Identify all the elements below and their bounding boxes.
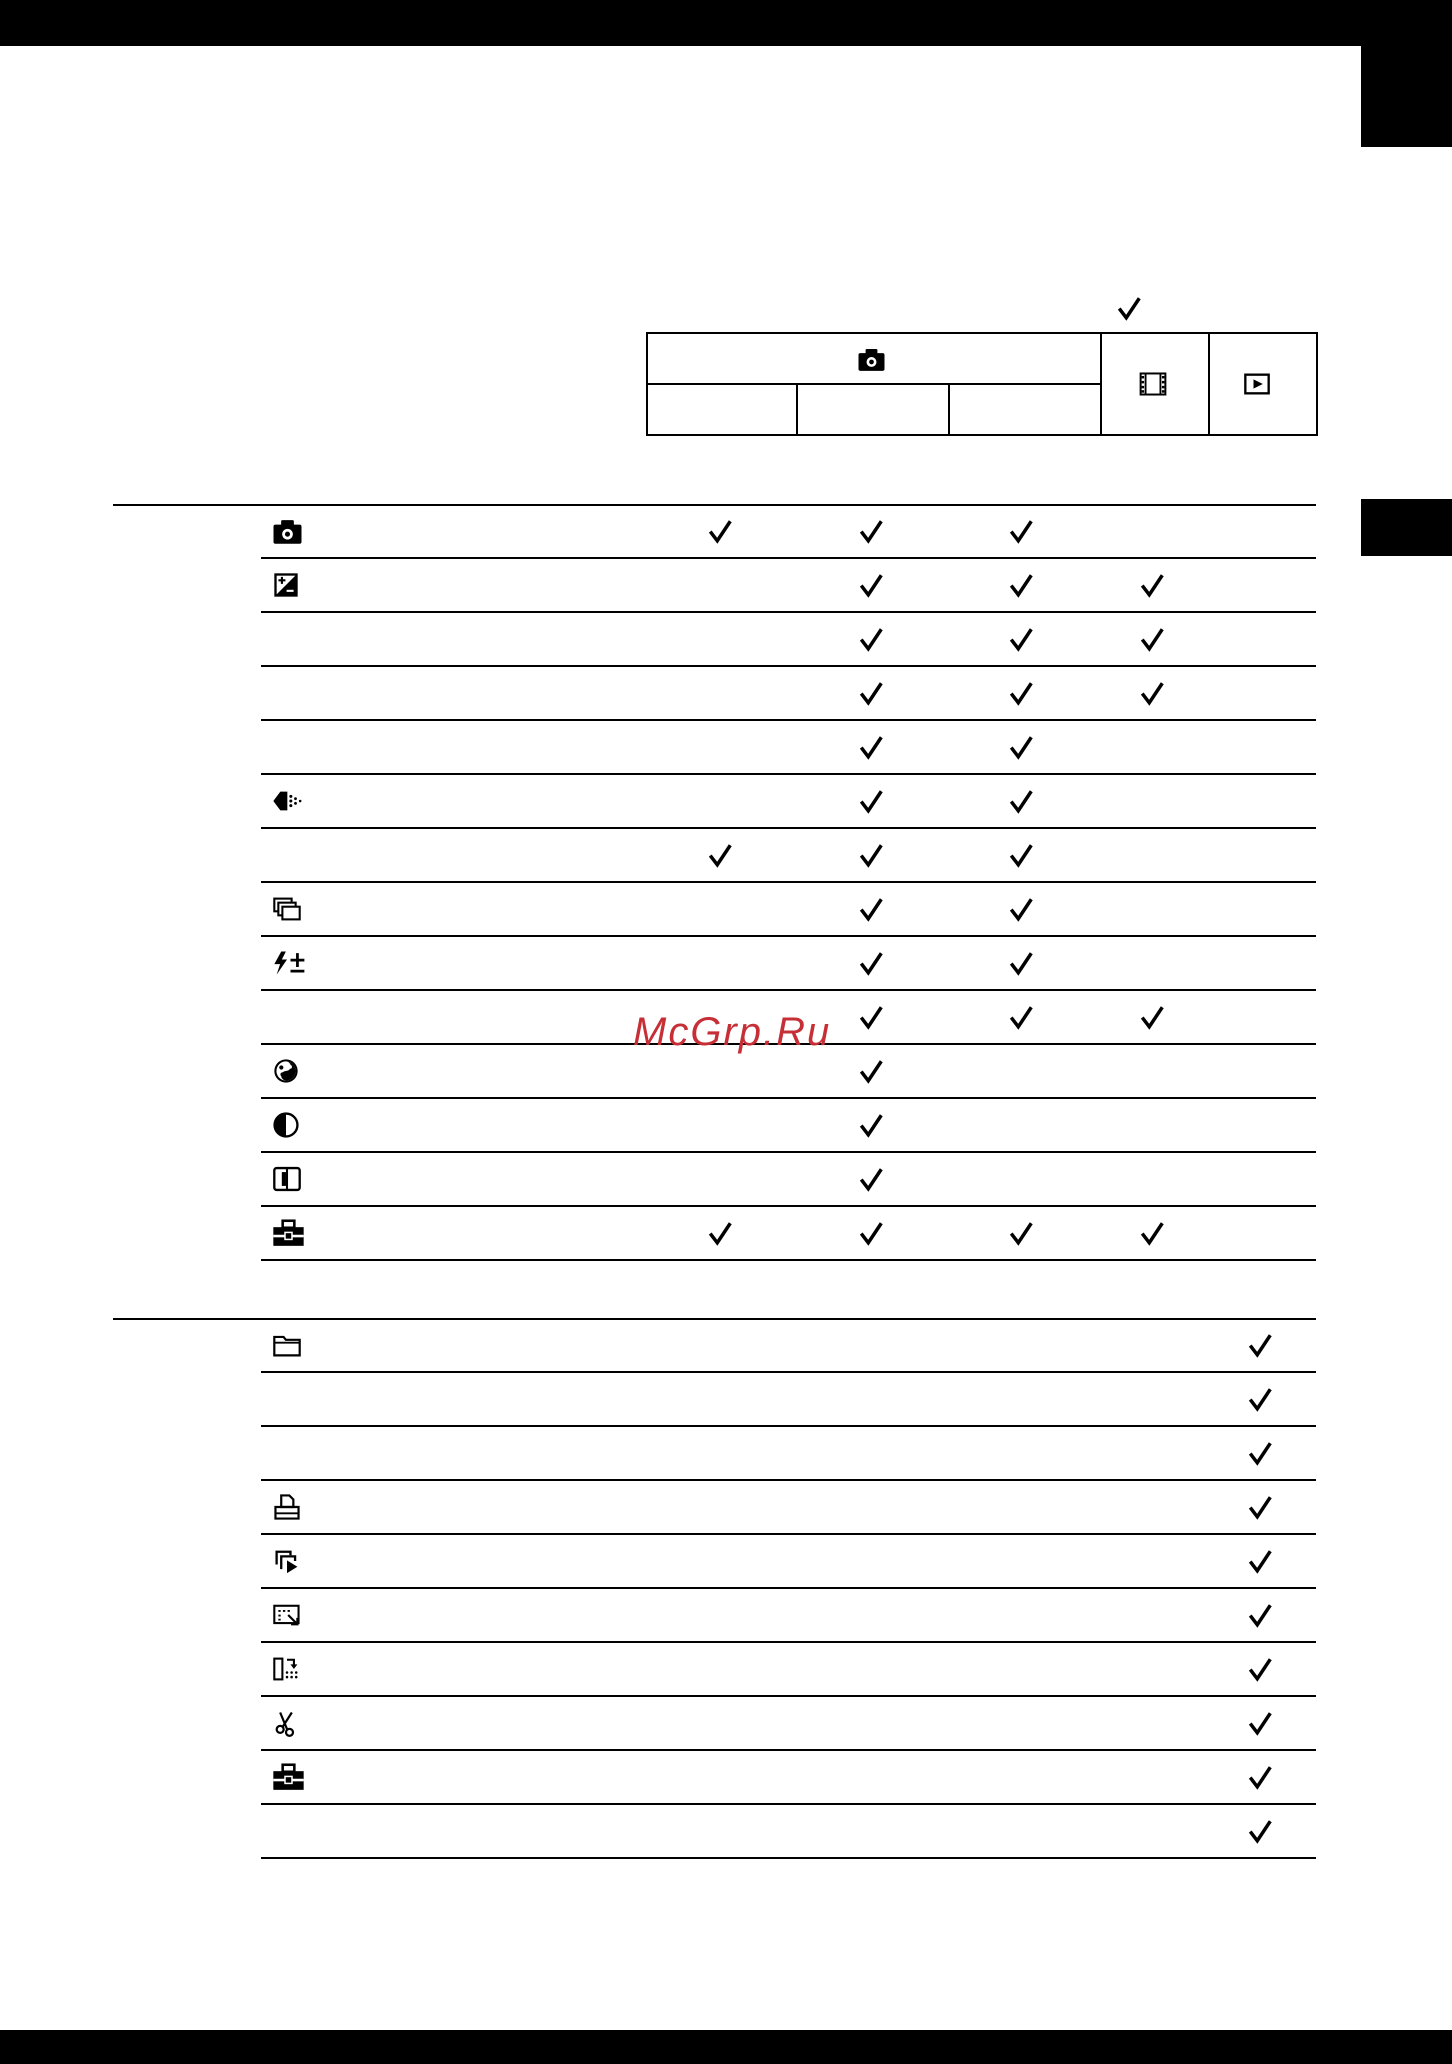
checkmark-icon: [1247, 1710, 1273, 1736]
menu-row: [261, 1207, 1316, 1261]
checkmark-icon: [858, 572, 884, 598]
checkmark-icon: [858, 1004, 884, 1030]
menu-row: [261, 1589, 1316, 1643]
checkmark-icon: [858, 842, 884, 868]
play-icon: [1243, 372, 1271, 396]
checkmark-icon: [1008, 626, 1034, 652]
exposure-icon: [272, 571, 300, 599]
focus-icon: [272, 787, 305, 815]
menu-row: [261, 1099, 1316, 1153]
mode-header-table: [646, 332, 1318, 436]
rotate-icon: [272, 1655, 302, 1683]
checkmark-icon: [707, 842, 733, 868]
menu-row: [261, 559, 1316, 613]
checkmark-icon: [858, 950, 884, 976]
toolbox-icon: [272, 1219, 305, 1247]
color-mode-icon: [272, 1057, 300, 1085]
checkmark-icon: [1008, 734, 1034, 760]
movie-mode-header-cell: [1102, 334, 1208, 434]
checkmark-icon: [1116, 295, 1142, 321]
checkmark-icon: [1247, 1386, 1273, 1412]
checkmark-icon: [1247, 1440, 1273, 1466]
checkmark-icon: [858, 680, 884, 706]
menu-row: [261, 613, 1316, 667]
header-divider: [1100, 334, 1102, 434]
header-divider: [648, 383, 1100, 385]
chapter-tab-index: [1361, 499, 1452, 556]
checkmark-icon: [1008, 680, 1034, 706]
checkmark-icon: [1247, 1764, 1273, 1790]
menu-row: [261, 1697, 1316, 1751]
checkmark-icon: [1008, 788, 1034, 814]
chapter-tab-top: [1361, 46, 1452, 147]
checkmark-icon: [858, 734, 884, 760]
scissors-icon: [272, 1709, 300, 1737]
checkmark-icon: [1008, 1004, 1034, 1030]
checkmark-icon: [1139, 626, 1165, 652]
menu-row: [261, 829, 1316, 883]
checkmark-icon: [1247, 1548, 1273, 1574]
playback-mode-header-cell: [1210, 334, 1316, 434]
menu-row: [261, 505, 1316, 559]
menu-row: [261, 1805, 1316, 1859]
checkmark-icon: [1139, 1004, 1165, 1030]
checkmark-icon: [1139, 1220, 1165, 1246]
resize-icon: [272, 1601, 302, 1629]
menu-row: [261, 1643, 1316, 1697]
watermark: McGrp.Ru: [633, 1010, 832, 1054]
checkmark-icon: [1139, 680, 1165, 706]
slideshow-icon: [272, 1547, 302, 1575]
flash-level-icon: [272, 949, 309, 977]
menu-row: [261, 1319, 1316, 1373]
menu-row: [261, 1373, 1316, 1427]
checkmark-icon: [1008, 572, 1034, 598]
checkmark-icon: [1008, 842, 1034, 868]
checkmark-icon: [858, 1166, 884, 1192]
checkmark-icon: [1247, 1602, 1273, 1628]
checkmark-icon: [1008, 518, 1034, 544]
menu-row: [261, 883, 1316, 937]
checkmark-icon: [1008, 1220, 1034, 1246]
checkmark-icon: [1139, 572, 1165, 598]
menu-row: [261, 1153, 1316, 1207]
checkmark-icon: [1008, 950, 1034, 976]
menu-row: [261, 937, 1316, 991]
still-mode-header-cell: [648, 334, 1100, 384]
checkmark-icon: [858, 1112, 884, 1138]
checkmark-icon: [707, 518, 733, 544]
camera-icon: [857, 346, 886, 372]
menu-row: [261, 1535, 1316, 1589]
toolbox-icon: [272, 1763, 305, 1791]
header-divider: [1208, 334, 1210, 434]
still-subcolumn-2: [798, 384, 948, 434]
header-divider: [948, 384, 950, 434]
still-subcolumn-3: [950, 384, 1100, 434]
checkmark-icon: [1247, 1818, 1273, 1844]
checkmark-icon: [707, 1220, 733, 1246]
checkmark-icon: [858, 626, 884, 652]
film-icon: [1138, 371, 1168, 397]
bottom-bar: [0, 2030, 1452, 2064]
menu-row: [261, 721, 1316, 775]
menu-row: [261, 775, 1316, 829]
checkmark-icon: [858, 518, 884, 544]
menu-row: [261, 667, 1316, 721]
checkmark-icon: [1247, 1332, 1273, 1358]
sharpness-icon: [272, 1165, 302, 1193]
header-divider: [796, 384, 798, 434]
contrast-icon: [272, 1111, 300, 1139]
checkmark-icon: [1247, 1656, 1273, 1682]
top-bar: [0, 0, 1452, 46]
burst-icon: [272, 895, 302, 923]
checkmark-icon: [1008, 896, 1034, 922]
camera-icon: [272, 517, 303, 545]
menu-row: [261, 1481, 1316, 1535]
checkmark-icon: [858, 896, 884, 922]
checkmark-icon: [1247, 1494, 1273, 1520]
checkmark-icon: [858, 1058, 884, 1084]
checkmark-icon: [858, 788, 884, 814]
checkmark-icon: [858, 1220, 884, 1246]
print-icon: [272, 1493, 302, 1521]
menu-row: [261, 1751, 1316, 1805]
folder-icon: [272, 1331, 302, 1359]
still-subcolumn-1: [648, 384, 796, 434]
menu-row: [261, 1427, 1316, 1481]
